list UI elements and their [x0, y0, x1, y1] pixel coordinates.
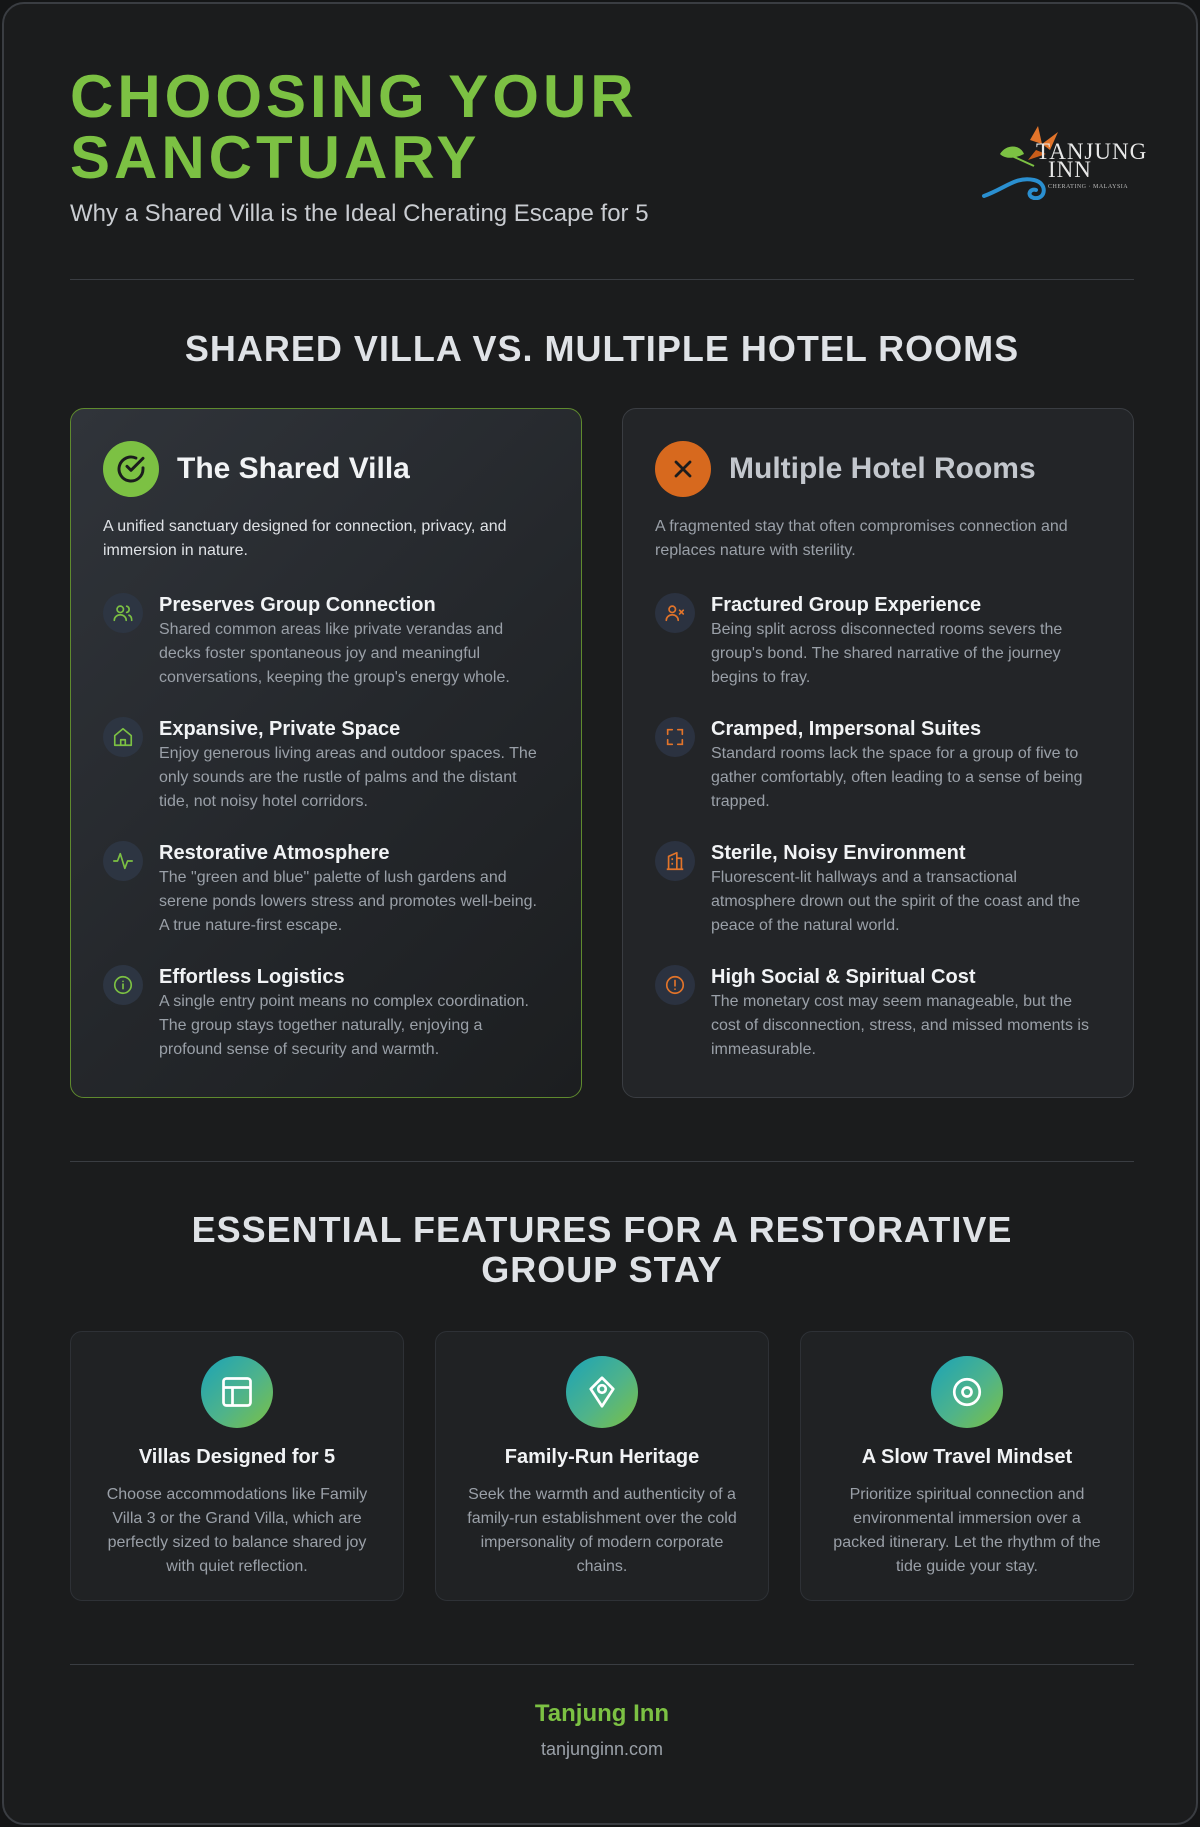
- item-title: Sterile, Noisy Environment: [711, 842, 966, 864]
- tanjung-inn-logo: [976, 110, 1148, 200]
- list-item: [655, 717, 1101, 841]
- check-circle-icon: [103, 441, 159, 497]
- logo-text-line3: CHERATING · MALAYSIA: [1048, 184, 1129, 190]
- item-text: Enjoy generous living areas and outdoor spaces. The only sounds are the rustle of palms and the distant tide, not noisy hotel corridors.: [159, 745, 537, 810]
- page-subtitle: Why a Shared Villa is the Ideal Cherating Escape for 5: [70, 200, 649, 227]
- building-icon: [655, 841, 695, 881]
- shared-villa-card: [70, 408, 582, 1098]
- feature-text: Prioritize spiritual connection and environmental immersion over a packed itinerary. Let the rhythm of the tide guide your stay.: [833, 1486, 1101, 1575]
- feature-text: Choose accommodations like Family Villa 3 or the Grand Villa, which are perfectly sized to balance shared joy with quiet reflection.: [106, 1486, 368, 1575]
- feature-card: [800, 1331, 1134, 1601]
- logo-text-line1: TANJUNG: [1036, 139, 1148, 164]
- infographic-page: [2, 2, 1198, 1825]
- info-icon: [103, 965, 143, 1005]
- logo-text-line2: INN: [1048, 157, 1092, 182]
- hotel-card-description: A fragmented stay that often compromises connection and replaces nature with sterility.: [655, 518, 1068, 559]
- item-text: The "green and blue" palette of lush gardens and serene ponds lowers stress and promotes well-being. A true nature-first escape.: [159, 869, 537, 934]
- footer-brand: Tanjung Inn: [534, 1700, 670, 1727]
- divider: [70, 279, 1134, 280]
- target-icon: [931, 1356, 1003, 1428]
- feature-card: [435, 1331, 769, 1601]
- home-icon: [103, 717, 143, 757]
- close-icon: [655, 441, 711, 497]
- footer-url[interactable]: tanjunginn.com: [540, 1739, 664, 1759]
- villa-card-description: A unified sanctuary designed for connection, privacy, and immersion in nature.: [103, 518, 507, 559]
- list-item: [655, 841, 1101, 965]
- item-title: Effortless Logistics: [159, 966, 345, 988]
- layout-icon: [201, 1356, 273, 1428]
- item-text: A single entry point means no complex coordination. The group stays together naturally, enjoying a profound sense of security and warmth.: [159, 993, 529, 1058]
- feature-title: A Slow Travel Mindset: [861, 1446, 1073, 1468]
- list-item: [103, 593, 549, 717]
- page-header: [70, 63, 1148, 236]
- page-title: CHOOSING YOUR SANCTUARY: [70, 63, 638, 191]
- features-heading: ESSENTIAL FEATURES FOR A RESTORATIVE GROUP STAY: [191, 1209, 1013, 1290]
- feature-card: [70, 1331, 404, 1601]
- item-title: High Social & Spiritual Cost: [711, 966, 976, 988]
- map-pin-icon: [566, 1356, 638, 1428]
- item-text: Fluorescent-lit hallways and a transactional atmosphere drown out the spirit of the coast and the peace of the natural world.: [711, 869, 1081, 934]
- feature-title: Villas Designed for 5: [138, 1446, 336, 1468]
- list-item: [103, 965, 549, 1089]
- item-title: Cramped, Impersonal Suites: [711, 718, 982, 740]
- item-text: Standard rooms lack the space for a group of five to gather comfortably, often leading to a sense of being trapped.: [711, 745, 1083, 810]
- users-icon: [103, 593, 143, 633]
- activity-icon: [103, 841, 143, 881]
- item-title: Expansive, Private Space: [159, 718, 401, 740]
- item-title: Preserves Group Connection: [159, 594, 436, 616]
- feature-title: Family-Run Heritage: [504, 1446, 700, 1468]
- divider: [70, 1161, 1134, 1162]
- feature-text: Seek the warmth and authenticity of a family-run establishment over the cold impersonality of modern corporate chains.: [467, 1486, 737, 1575]
- scan-icon: [655, 717, 695, 757]
- hotel-card-title: Multiple Hotel Rooms: [729, 452, 1036, 485]
- list-item: [103, 717, 549, 841]
- list-item: [103, 841, 549, 965]
- user-x-icon: [655, 593, 695, 633]
- item-text: Being split across disconnected rooms severs the group's bond. The shared narrative of the journey begins to fray.: [711, 621, 1063, 686]
- comparison-heading: SHARED VILLA VS. MULTIPLE HOTEL ROOMS: [184, 328, 1020, 369]
- alert-circle-icon: [655, 965, 695, 1005]
- list-item: [655, 965, 1101, 1089]
- hotel-rooms-card: [622, 408, 1134, 1098]
- divider: [70, 1664, 1134, 1665]
- villa-card-title: The Shared Villa: [177, 452, 410, 485]
- item-text: Shared common areas like private verandas and decks foster spontaneous joy and meaningful conversations, keeping the group's energy whole.: [159, 621, 510, 686]
- item-title: Restorative Atmosphere: [159, 842, 390, 864]
- item-title: Fractured Group Experience: [711, 594, 982, 616]
- item-text: The monetary cost may seem manageable, but the cost of disconnection, stress, and missed moments is immeasurable.: [711, 993, 1089, 1058]
- list-item: [655, 593, 1101, 717]
